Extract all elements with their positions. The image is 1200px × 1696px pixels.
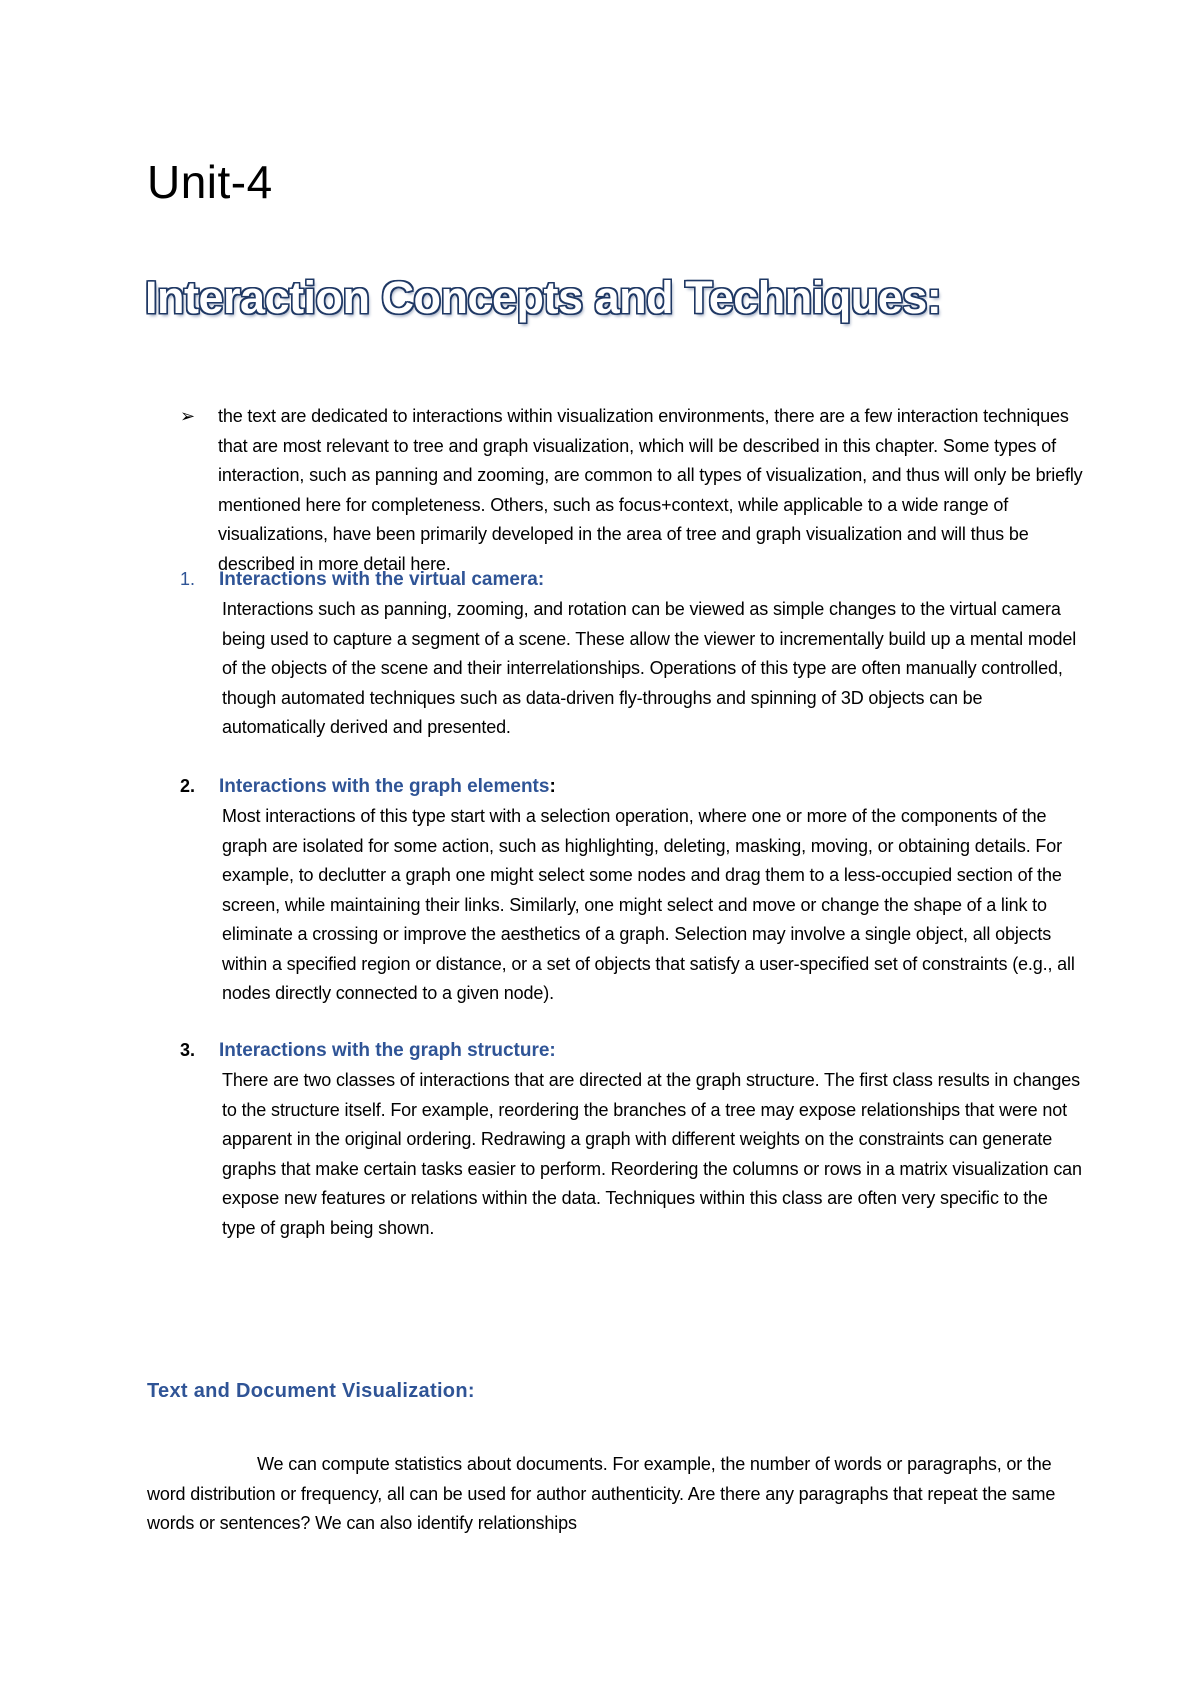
item-heading [219, 772, 556, 802]
item-body: There are two classes of interactions that are directed at the graph structure. The first class results in changes to the structure itself. For example, reordering the branches of a tree may expose relationships that were not apparent in the original ordering. Redrawing a graph with different weights on the constraints can generate graphs that make certain tasks easier to perform. Reordering the columns or rows in a matrix visualization can expose new features or relations within the data. Techniques within this class are often very specific to the type of graph being shown. [222, 1070, 1082, 1238]
intro-bullet-text: the text are dedicated to interactions within visualization environments, there are a few interaction techniques that are most relevant to tree and graph visualization, which will be described in this chapter. Some types of interaction, such as panning and zooming, are common to all types of visualization, and thus will only be briefly mentioned here for completeness. Others, such as focus+context, while applicable to a wide range of visualizations, have been primarily developed in the area of tree and graph visualization and will thus be described in more detail here. [218, 406, 1083, 574]
item-heading [219, 1036, 556, 1066]
section-paragraph: We can compute statistics about documents. For example, the number of words or paragraphs, or the word distribution or frequency, all can be used for author authenticity. Are there any paragraphs that repeat the same words or sentences? We can also identify relationships [147, 1454, 1056, 1533]
arrow-bullet-icon: ➢ [180, 406, 196, 426]
item-heading-colon: : [549, 776, 556, 797]
section-heading-text-document-visualization: Text and Document Visualization: [147, 1380, 475, 1402]
item-body: Interactions such as panning, zooming, and rotation can be viewed as simple changes to the virtual camera being used to capture a segment of a scene. These allow the viewer to incrementally build up a mental model of the objects of the scene and their interrelationships. Operations of this type are often manually controlled, though automated techniques such as data-driven fly-throughs and spinning of 3D objects can be automatically derived and presented. [222, 599, 1077, 737]
list-number: 2. [180, 776, 196, 796]
list-number: 3. [180, 1040, 196, 1060]
item-heading-text: Interactions with the graph structure: [219, 1040, 556, 1061]
item-heading-text: Interactions with the graph elements [219, 776, 550, 797]
list-number: 1. [180, 569, 196, 589]
unit-title: Unit-4 [147, 156, 273, 208]
main-heading: Interaction Concepts and Techniques: [145, 272, 942, 323]
item-body: Most interactions of this type start with a selection operation, where one or more of the components of the graph are isolated for some action, such as highlighting, deleting, masking, moving, or obtaining details. For example, to declutter a graph one might select some nodes and drag them to a less-occupied section of the screen, while maintaining their links. Similarly, one might select and move or change the shape of a link to eliminate a crossing or improve the aesthetics of a graph. Selection may involve a single object, all objects within a specified region or distance, or a set of objects that satisfy a user-specified set of constraints (e.g., all nodes directly connected to a given node). [222, 806, 1075, 1003]
item-heading [219, 565, 544, 595]
item-heading-text: Interactions with the virtual camera: [219, 569, 545, 590]
